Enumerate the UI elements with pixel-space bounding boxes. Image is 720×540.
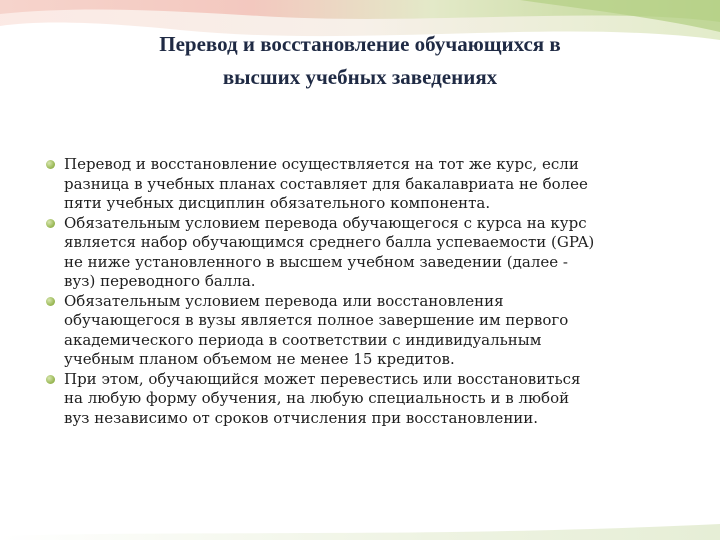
bullet-dot-icon xyxy=(46,160,55,169)
bullet-text-line: Обязательным условием перевода или восстановления xyxy=(64,291,504,310)
slide-title-line: Перевод и восстановление обучающихся в xyxy=(159,32,561,56)
slide-title xyxy=(40,28,680,94)
bullet-text-line: При этом, обучающийся может перевестись или восстановиться xyxy=(64,369,581,388)
bullet-text-line: Обязательным условием перевода обучающегося с курса на курс xyxy=(64,213,587,232)
bullet-list xyxy=(46,155,676,428)
bullet-item xyxy=(46,214,676,292)
bullet-text-line: на любую форму обучения, на любую специальность и в любой xyxy=(64,389,570,407)
bullet-item xyxy=(46,155,676,214)
bullet-text-line: академического периода в соответствии с индивидуальным xyxy=(64,330,542,349)
bullet-text-line: обучающегося в вузы является полное завершение им первого xyxy=(64,311,569,329)
bullet-item xyxy=(46,370,676,429)
bullet-item xyxy=(46,292,676,370)
slide-title-line: высших учебных заведениях xyxy=(222,65,498,89)
bullet-text-line: учебным планом объемом не менее 15 кредитов. xyxy=(64,350,455,368)
bullet-dot-icon xyxy=(46,219,55,228)
bullet-text-line: пяти учебных дисциплин обязательного компонента. xyxy=(64,194,491,212)
bullet-text-line: вуз) переводного балла. xyxy=(64,272,256,290)
bullet-text-line: Перевод и восстановление осуществляется на тот же курс, если xyxy=(64,155,579,173)
bullet-text-line: является набор обучающимся среднего балла успеваемости (GPA) xyxy=(64,233,595,251)
bullet-dot-icon xyxy=(46,375,55,384)
bottom-decoration xyxy=(0,510,720,540)
bullet-text-line: вуз независимо от сроков отчисления при восстановлении. xyxy=(64,408,539,427)
bullet-text-line: разница в учебных планах составляет для бакалавриата не более xyxy=(64,174,588,193)
bullet-dot-icon xyxy=(46,297,55,306)
bottom-wave xyxy=(0,524,720,540)
bullet-text-line: не ниже установленного в высшем учебном заведении (далее - xyxy=(64,252,568,271)
